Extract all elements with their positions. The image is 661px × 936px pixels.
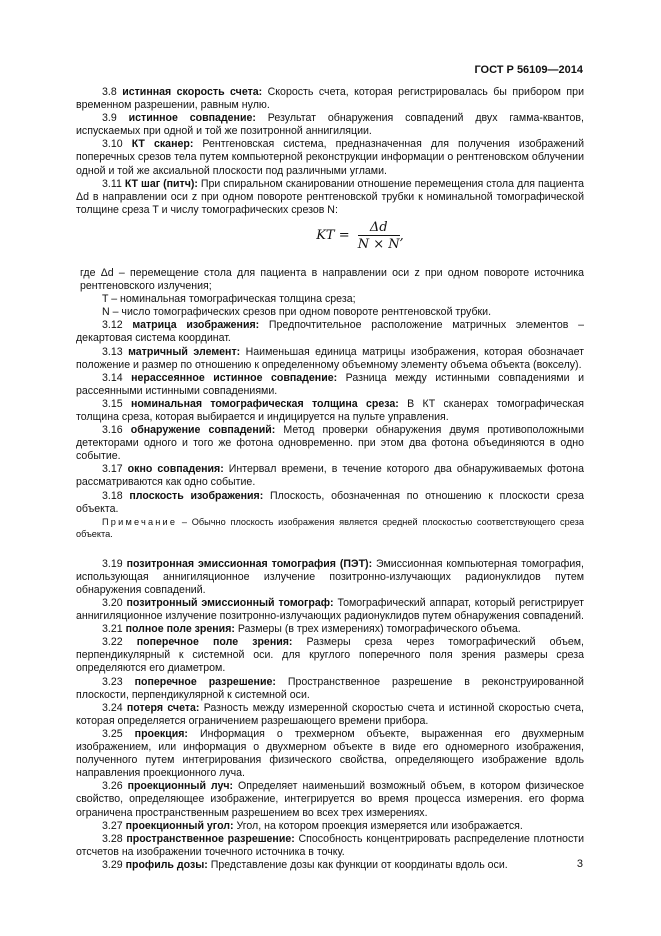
term-number: 3.23 bbox=[102, 675, 123, 688]
term-number: 3.27 bbox=[102, 819, 123, 832]
term-paragraph bbox=[76, 780, 584, 819]
term-paragraph bbox=[76, 558, 584, 597]
term-number: 3.9 bbox=[102, 112, 117, 125]
term-title: КТ сканер: bbox=[131, 138, 194, 151]
term-paragraph bbox=[76, 859, 584, 872]
term-paragraph bbox=[76, 728, 584, 780]
term-title: номинальная томографическая толщина среза: bbox=[130, 397, 399, 410]
term-definition: Наименьшая единица матрицы изображения, которая обозначает положение и размер по отношению к определенному объемному элементу объема объекта (вокселу). bbox=[76, 345, 584, 371]
term-title: пространственное разрешение: bbox=[126, 832, 295, 845]
formula-lhs: KT = bbox=[316, 228, 350, 244]
term-paragraph bbox=[76, 463, 584, 489]
formula-numerator: Δd bbox=[358, 221, 400, 236]
document-body bbox=[76, 86, 584, 872]
term-definition: Метод проверки обнаружения двумя противоположными детекторами одного и того же фотона одновременно. при этом два фотона объединяются в одно событие. bbox=[76, 424, 584, 463]
term-definition: Информация о трехмерном объекте, выраженная его двухмерным изображением, или информация о двухмерном объекте в виде его одномерного изображения, полученного путем интегрирования физического свойства, определяющего изображение вдоль направления проекционного луча. bbox=[76, 727, 584, 780]
term-paragraph bbox=[76, 623, 584, 636]
term-number: 3.22 bbox=[102, 636, 123, 649]
note-label: Примечание bbox=[102, 516, 178, 527]
terms-group-a bbox=[76, 86, 584, 217]
term-paragraph bbox=[76, 424, 584, 463]
term-title: матрица изображения: bbox=[132, 319, 260, 332]
term-definition: Разность между измеренной скоростью счета и истинной скоростью счета, которая определяется ограничением разрешающего времени прибора. bbox=[76, 701, 584, 727]
note bbox=[76, 516, 584, 540]
term-definition: Определяет наименьший возможный объем, в котором физическое свойство, определяющее изображение, интегрируется во время процесса измерения. его форма ограничена пространственным разрешением во всех трех измерениях. bbox=[76, 780, 584, 819]
term-number: 3.29 bbox=[102, 858, 123, 871]
term-number: 3.26 bbox=[102, 780, 123, 793]
term-definition: Угол, на котором проекция измеряется или изображается. bbox=[233, 819, 523, 832]
term-paragraph bbox=[76, 86, 584, 112]
term-number: 3.14 bbox=[102, 371, 123, 384]
term-paragraph bbox=[76, 398, 584, 424]
standard-header: ГОСТ Р 56109—2014 bbox=[474, 64, 583, 76]
term-number: 3.8 bbox=[102, 86, 117, 98]
term-definition: Рентгеновская система, предназначенная для получения изображений поперечных срезов тела путем компьютерной реконструкции информации о рентгеновском облучении одной и той же аксиальной плоскости под различными углами. bbox=[76, 138, 584, 177]
term-definition: Плоскость, обозначенная по отношению к плоскости среза объекта. bbox=[76, 489, 584, 515]
term-title: КТ шаг (питч): bbox=[124, 177, 198, 190]
term-title: проекционный луч: bbox=[127, 780, 234, 793]
term-number: 3.25 bbox=[102, 727, 123, 740]
term-definition: Томографический аппарат, который регистрирует аннигиляционное излучение позитронно-излучающих радионуклидов путем обнаружения совпадений. bbox=[76, 597, 585, 623]
term-definition: Представление дозы как функции от координаты вдоль оси. bbox=[207, 858, 508, 871]
term-paragraph bbox=[76, 702, 584, 728]
term-number: 3.21 bbox=[102, 623, 123, 636]
formula-tail: , bbox=[399, 228, 404, 244]
term-number: 3.10 bbox=[102, 138, 123, 151]
term-definition: Скорость счета, которая регистрировалась бы прибором при временном разрешении, равным нулю. bbox=[76, 86, 584, 112]
term-title: нерассеянное истинное совпадение: bbox=[131, 371, 338, 384]
term-definition: Предпочтительное расположение матричных элементов – декартовая система координат. bbox=[76, 319, 585, 345]
term-title: обнаружение совпадений: bbox=[130, 424, 276, 437]
term-paragraph bbox=[76, 676, 584, 702]
term-paragraph bbox=[76, 372, 584, 398]
term-number: 3.15 bbox=[102, 397, 123, 410]
term-number: 3.11 bbox=[102, 177, 122, 190]
where-line: N – число томографических срезов при одном повороте рентгеновской трубки. bbox=[102, 306, 492, 319]
terms-group-c bbox=[76, 558, 584, 872]
page-number: 3 bbox=[576, 858, 583, 870]
term-number: 3.19 bbox=[102, 557, 123, 570]
term-definition: Размеры среза через томографический объем, перпендикулярный к системной оси. для круглого поперечного поля зрения размеры среза определяются его диаметром. bbox=[76, 636, 584, 675]
term-title: истинное совпадение: bbox=[128, 112, 256, 125]
term-title: профиль дозы: bbox=[125, 858, 208, 871]
term-definition: Размеры (в трех измерениях) томографического объема. bbox=[234, 623, 521, 636]
term-paragraph bbox=[76, 597, 584, 623]
term-title: проекция: bbox=[134, 727, 188, 740]
term-number: 3.12 bbox=[102, 319, 123, 332]
formula-denominator: N × N bbox=[357, 237, 400, 253]
term-number: 3.28 bbox=[102, 832, 123, 845]
note-text: – Обычно плоскость изображения является средней плоскостью соответствующего среза объекта. bbox=[76, 516, 584, 539]
term-paragraph bbox=[76, 178, 584, 217]
term-definition: Интервал времени, в течение которого два обнаруживаемых фотона рассматриваются как одно событие. bbox=[76, 463, 584, 489]
term-paragraph bbox=[76, 636, 584, 675]
where-line: T – номинальная томографическая толщина среза; bbox=[102, 293, 356, 306]
term-definition: Способность концентрировать распределение плотности отсчетов на изображении точечного источника в точку. bbox=[76, 832, 585, 858]
term-title: матричный элемент: bbox=[128, 345, 241, 358]
term-title: истинная скорость счета: bbox=[122, 86, 263, 98]
term-paragraph bbox=[76, 346, 584, 372]
term-title: позитронный эмиссионный томограф: bbox=[126, 597, 334, 609]
term-paragraph bbox=[76, 112, 584, 138]
terms-group-b bbox=[76, 319, 584, 515]
term-number: 3.20 bbox=[102, 597, 123, 609]
term-definition: При спиральном сканировании отношение перемещения стола для пациента Δd в направлении оси z при одном повороте рентгеновской трубки к номинальной томографической толщине среза T и числу томографических срезов N: bbox=[76, 177, 584, 216]
term-number: 3.17 bbox=[102, 463, 123, 476]
term-paragraph bbox=[76, 319, 584, 345]
term-definition: Результат обнаружения совпадений двух гамма-квантов, испускаемых при одной и той же позитронной аннигиляции. bbox=[76, 112, 584, 138]
pitch-formula bbox=[136, 221, 584, 261]
term-title: полное поле зрения: bbox=[125, 623, 235, 636]
term-definition: Пространственное разрешение в реконструированной плоскости, перпендикулярной к системной оси. bbox=[76, 675, 584, 701]
term-number: 3.18 bbox=[102, 489, 123, 502]
term-number: 3.16 bbox=[102, 424, 123, 437]
term-title: плоскость изображения: bbox=[129, 489, 264, 502]
term-paragraph bbox=[76, 490, 584, 516]
term-definition: В КТ сканерах томографическая толщина среза, которая выбирается и индицируется на пульте управления. bbox=[76, 397, 584, 423]
term-title: позитронная эмиссионная томография (ПЭТ): bbox=[126, 557, 373, 570]
term-paragraph bbox=[76, 138, 584, 177]
term-paragraph bbox=[76, 820, 584, 833]
term-number: 3.13 bbox=[102, 345, 123, 358]
term-title: потеря счета: bbox=[126, 701, 200, 714]
formula-fraction bbox=[358, 221, 400, 251]
term-paragraph bbox=[76, 833, 584, 859]
term-number: 3.24 bbox=[102, 701, 123, 714]
where-line: где Δd – перемещение стола для пациента в направлении оси z при одном повороте источника рентгеновского излучения; bbox=[80, 266, 584, 293]
term-definition: Разница между истинными совпадениями и рассеянными истинными совпадениями. bbox=[76, 371, 584, 397]
term-title: окно совпадения: bbox=[127, 463, 224, 476]
term-title: поперечное поле зрения: bbox=[136, 636, 293, 649]
term-title: поперечное разрешение: bbox=[134, 675, 276, 688]
term-definition: Эмиссионная компьютерная томография, использующая аннигиляционное излучение позитронно-излучающих радионуклидов путем обнаружения совпадений. bbox=[76, 557, 584, 596]
term-title: проекционный угол: bbox=[125, 819, 234, 832]
